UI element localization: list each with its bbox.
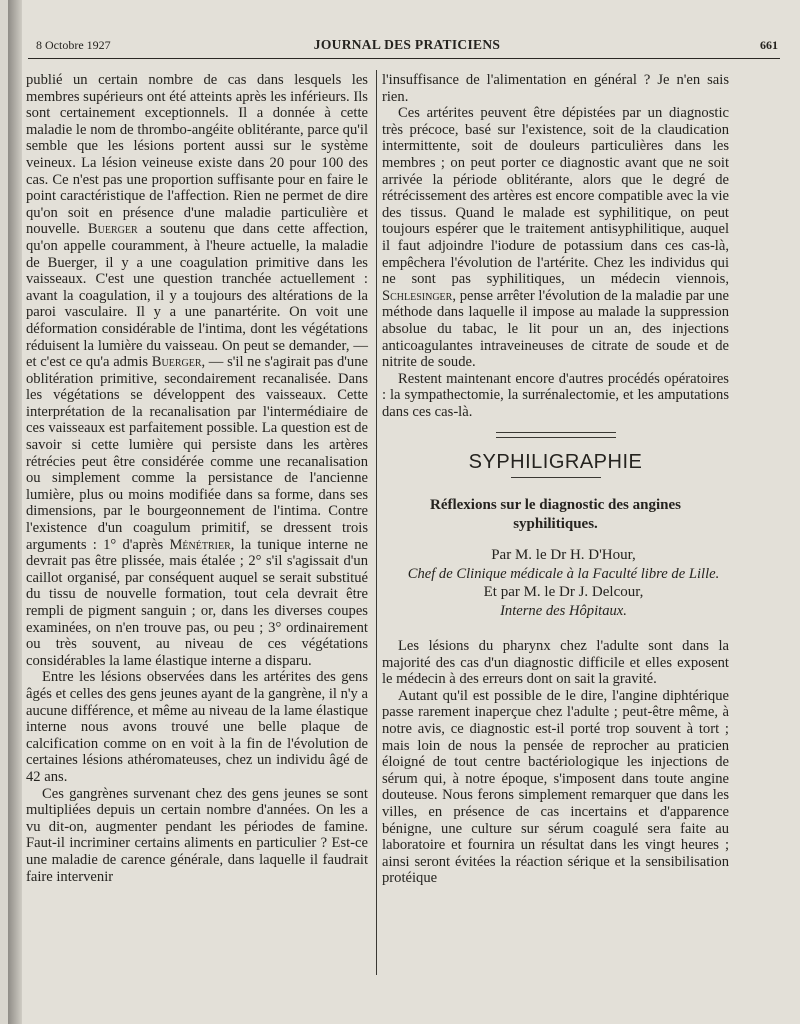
running-header <box>36 36 778 56</box>
byline-author-1: Par M. le Dr H. D'Hour, <box>491 547 636 564</box>
header-page-number: 661 <box>760 38 778 52</box>
affiliation-author-1: Chef de Clinique médicale à la Faculté libre de Lille. <box>407 566 720 583</box>
author-name: Schlesinger <box>382 287 453 304</box>
spacer <box>382 620 729 638</box>
author-name: Buerger <box>87 221 138 238</box>
text-run: a soutenu que dans cette affection, qu'on appelle couramment, à l'heure actuelle, la maladie de Buerger, il y a une coagulation primitive dans les vaisseaux. C'est une question tranchée actuellement : avant la coagulation, il y a toujours des altérations de la paroi vasculaire. Il y a une panartérite. On voit une déformation considérable de l'intima, dont les végétations réduisent la lumière du vaisseau. On peut se demander, — et c'est ce qu'a admis <box>26 221 368 371</box>
text-run: , — s'il ne s'agirait pas d'une oblitération primitive, secondairement recanalisée. Dans les végétations se développent des vaisseaux. Cette interprétation de la recanalisation par l'intermédiaire de ces vaisseaux est parfaitement possible. La question est de savoir si cette lumière qui persiste dans les artères rétrécies peut être considérée comme une recanalisation ou simplement comme la persistance de l'ancienne lumière, plus ou moins modifiée dans sa forme, dans ses dimensions, par le bourgeonnement de l'intima. Contre l'existence d'un coagulum primitif, se dressent trois arguments : 1° d'après <box>26 354 368 553</box>
right-paragraph-3: Restent maintenant encore d'autres procédés opératoires : la sympathectomie, la surrénalectomie, et les amputations dans ces cas-là. <box>382 370 729 420</box>
text-run: publié un certain nombre de cas dans lesquels les membres supérieurs ont été atteints après les inférieurs. Ils sont certainement exceptionnels. Il a donnée à cette maladie le nom de thrombo-angéite oblitérante, parce qu'il semble que les lésions portent aussi sur le système veineux. La lésion veineuse existe dans 20 pour 100 des cas. Ce n'est pas une proportion suffisante pour en faire le point caractéristique de l'affection. Rien ne permet de dire qu'on soit en présence d'une maladie particulière et nouvelle. <box>26 72 368 238</box>
left-column <box>26 72 368 885</box>
header-journal-title: JOURNAL DES PRATICIENS <box>313 37 501 52</box>
left-paragraph-2: Entre les lésions observées dans les artérites des gens âgés et celles des gens jeunes ayant de la gangrène, il n'y a aucune différence, et même au niveau de la lame élastique interne nous avons trouvé une belle plaque de calcification comme on en voit à la fin de l'évolution de certaines lésions athéromateuses, chez un individu âgé de 42 ans. <box>26 669 368 785</box>
text-run: , la tunique interne ne devrait pas être plissée, mais étalée ; 2° s'il s'agissait d'un caillot organisé, par conséquent auquel se serait substitué du tissu de nouvelle formation, tout cela devrait être rempli de pigment sanguin ; or, dans les diverses coupes examinées, on n'en trouve pas, ou peu ; 3° ordinairement ou très souvent, au niveau de ces végétations considérables la lame élastique interne a disparu. <box>26 536 368 669</box>
author-name: Ménétrier <box>169 536 231 553</box>
author-name: Buerger <box>151 354 202 371</box>
left-paragraph-3: Ces gangrènes survenant chez des gens jeunes se sont multipliées depuis un certain nombre d'années. On les a vu dit-on, augmenter pendant les périodes de famine. Faut-il incriminer certains aliments en particulier ? Est-ce une maladie de carence générale, dans laquelle il faudrait faire intervenir <box>26 785 368 885</box>
journal-page <box>8 0 800 1024</box>
text-run: , pense arrêter l'évolution de la maladie par une méthode dans laquelle il impose au malade la suppression absolue du tabac, le lit pour un an, des injections anticoagulantes intraveineuses de citrate de soude et de nitrite de soude. <box>382 287 729 371</box>
right-paragraph-5: Autant qu'il est possible de le dire, l'angine diphtérique passe rarement inaperçue chez l'adulte ; peut-être même, à notre avis, ce diagnostic est-il porté trop souvent à tort ; mais loin de nous la pensée de reprocher au praticien éloigné de tout centre bactériologique les injections de sérum qui, à notre époque, s'imposent dans toute angine douteuse. Nous ferons simplement remarquer que dans les villes, en présence de cas incertains et d'apparence bénigne, une culture sur sérum coagulé sera faite au laboratoire et fournira un résultat dans les vingt heures ; ainsi seront évitées la réaction sérique et la sensibilisation protéique <box>382 687 729 887</box>
article-title: Réflexions sur le diagnostic des angines syphilitiques. <box>430 497 681 533</box>
left-paragraph-1 <box>26 72 368 669</box>
right-paragraph-2 <box>382 105 729 371</box>
affiliation-author-2: Interne des Hôpitaux. <box>500 603 627 620</box>
section-title: SYPHILIGRAPHIE <box>468 451 643 474</box>
right-column <box>382 72 729 887</box>
right-paragraph-4: Les lésions du pharynx chez l'adulte sont dans la majorité des cas d'un diagnostic difficile et elles exposent le médecin à des erreurs dont on sait la gravité. <box>382 638 729 688</box>
byline-author-2: Et par M. le Dr J. Delcour, <box>483 584 644 601</box>
section-rule <box>511 477 601 478</box>
binding-shadow <box>8 0 22 1024</box>
section-ornament <box>496 432 616 438</box>
header-rule <box>28 58 780 59</box>
header-date: 8 Octobre 1927 <box>36 38 111 52</box>
column-divider <box>376 70 377 975</box>
right-paragraph-1: l'insuffisance de l'alimentation en général ? Je n'en sais rien. <box>382 72 729 105</box>
text-run: Ces artérites peuvent être dépistées par un diagnostic très précoce, basé sur l'existence, soit de la claudication intermittente, soit de douleurs particulières dans les membres ; on peut porter ce diagnostic avant que ne soit arrivée la période oblitérante, alors que le degré de rétrécissement des artères est encore compatible avec la vie des tissus. Quand le malade est syphilitique, on peut toujours espérer que le traitement antisyphilitique, auquel il faut adjoindre l'iodure de potassium dans ces cas-là, empêchera l'évolution de l'artérite. Chez les individus qui ne sont pas syphilitiques, un médecin viennois, <box>382 105 729 288</box>
